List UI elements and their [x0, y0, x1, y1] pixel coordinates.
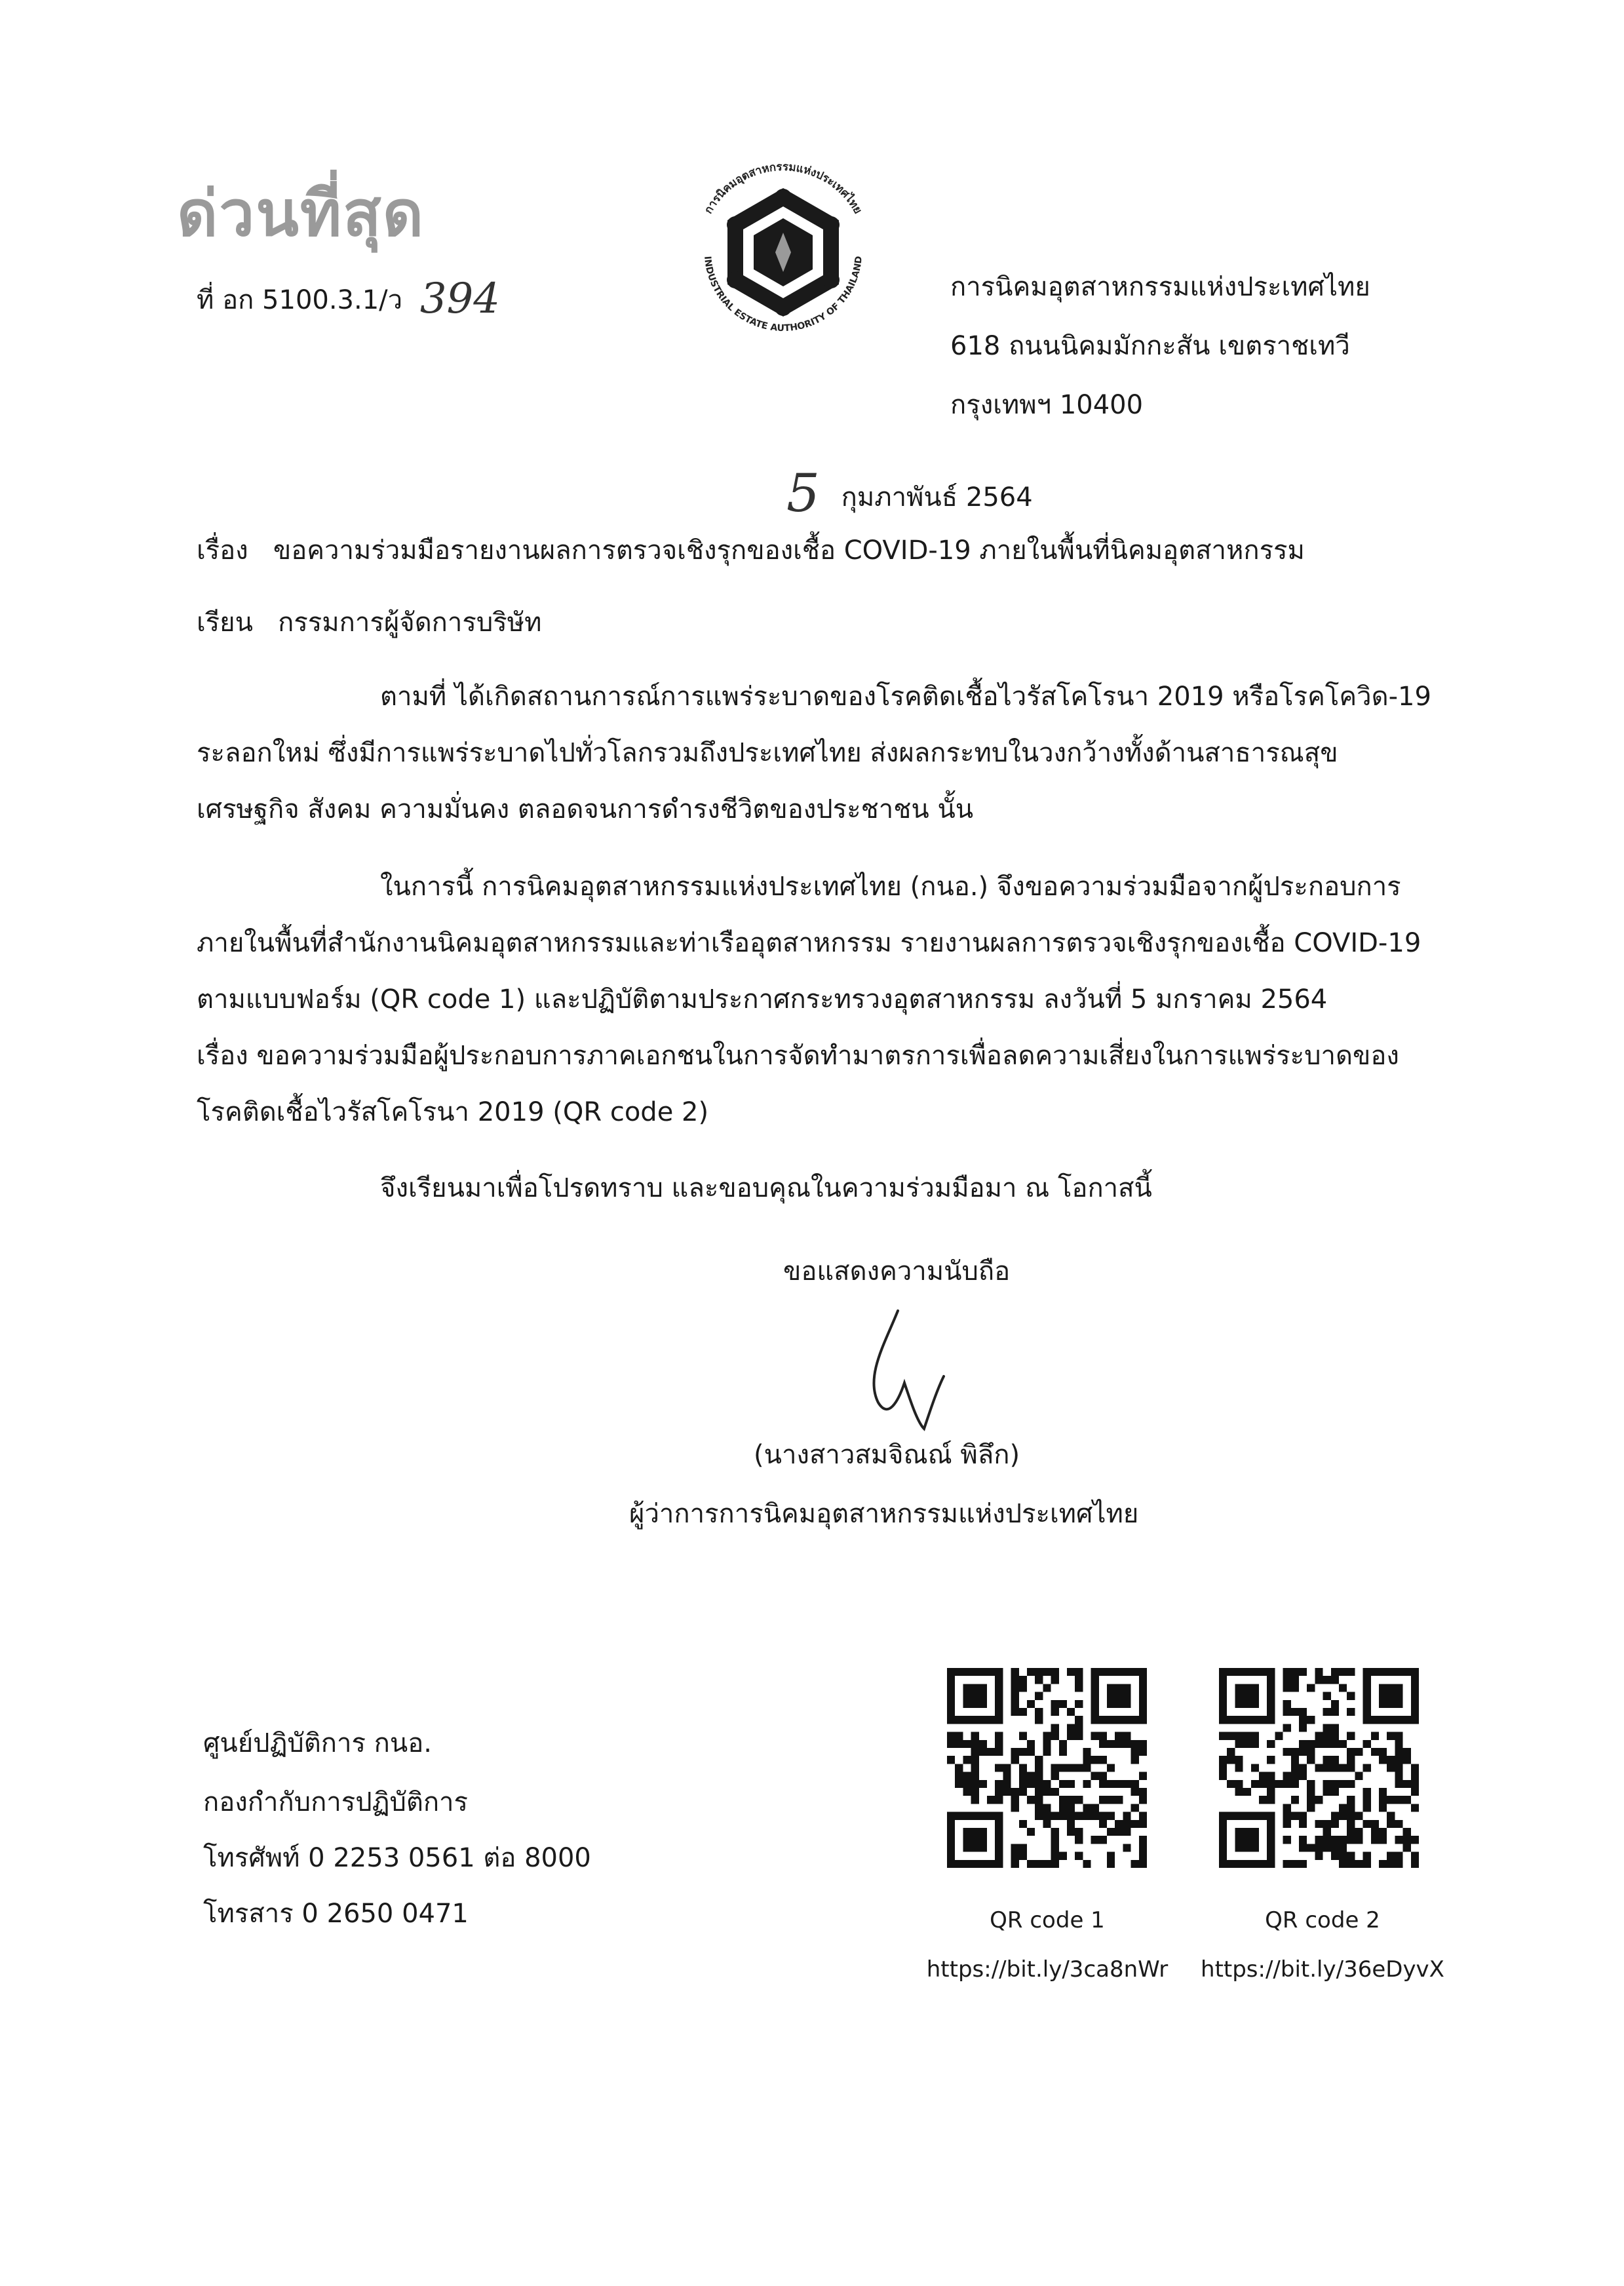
- paragraph-line: ตามที่ ได้เกิดสถานการณ์การแพร่ระบาดของโรคติดเชื้อไวรัสโคโรนา 2019 หรือโรคโควิด-19: [380, 682, 1431, 712]
- urgency-stamp: ด่วนที่สุด: [177, 177, 425, 250]
- body-paragraph-2: [197, 859, 1429, 1140]
- body-paragraph-1: [197, 668, 1429, 838]
- body-paragraph-3: [197, 1160, 1429, 1216]
- sender-address-line2: 618 ถนนนิคมมักกะสัน เขตราชเทวี: [950, 331, 1350, 361]
- date-month-year: กุมภาพันธ์ 2564: [841, 482, 1033, 513]
- qr-code-1-url[interactable]: https://bit.ly/3ca8nWr: [926, 1956, 1169, 1983]
- paragraph-line: จึงเรียนมาเพื่อโปรดทราบ และขอบคุณในความร่วมมือมา ณ โอกาสนี้: [380, 1173, 1152, 1203]
- qr-code-1-icon[interactable]: [947, 1668, 1147, 1868]
- paragraph-line: ระลอกใหม่ ซึ่งมีการแพร่ระบาดไปทั่วโลกรวมถึงประเทศไทย ส่งผลกระทบในวงกว้างทั้งด้านสาธารณสุข: [197, 738, 1338, 768]
- contact-phone: โทรศัพท์ 0 2253 0561 ต่อ 8000: [203, 1843, 591, 1873]
- contact-office: ศูนย์ปฏิบัติการ กนอ.: [203, 1728, 432, 1758]
- document-number: [197, 274, 500, 323]
- signatory-name: (นางสาวสมจิณณ์ พิลึก): [754, 1440, 1020, 1470]
- recipient-label: เรียน: [197, 608, 253, 638]
- signature-icon: [852, 1304, 983, 1435]
- signatory-position: ผู้ว่าการการนิคมอุตสาหกรรมแห่งประเทศไทย: [629, 1499, 1139, 1529]
- sender-address-line3: กรุงเทพฯ 10400: [950, 390, 1144, 420]
- svg-text:การนิคมอุตสาหกรรมแห่งประเทศไทย: การนิคมอุตสาหกรรมแห่งประเทศไทย: [702, 160, 864, 216]
- qr-code-2-icon[interactable]: [1219, 1668, 1419, 1868]
- recipient-text: กรรมการผู้จัดการบริษัท: [278, 608, 542, 638]
- paragraph-line: เรื่อง ขอความร่วมมือผู้ประกอบการภาคเอกชนในการจัดทำมาตรการเพื่อลดความเสี่ยงในการแพร่ระบาดของ: [197, 1041, 1399, 1071]
- closing-salutation: ขอแสดงความนับถือ: [783, 1256, 1011, 1287]
- paragraph-line: เศรษฐกิจ สังคม ความมั่นคง ตลอดจนการดำรงชีวิตของประชาชน นั้น: [197, 794, 974, 824]
- svg-text:INDUSTRIAL ESTATE AUTHORITY OF: INDUSTRIAL ESTATE AUTHORITY OF THAILAND: [702, 255, 864, 334]
- paragraph-line: ตามแบบฟอร์ม (QR code 1) และปฏิบัติตามประกาศกระทรวงอุตสาหกรรม ลงวันที่ 5 มกราคม 2564: [197, 984, 1328, 1015]
- subject-line: [197, 537, 1305, 564]
- document-number-handwritten: 394: [419, 275, 500, 323]
- qr-code-1-label: QR code 1: [990, 1907, 1105, 1933]
- paragraph-line: ในการนี้ การนิคมอุตสาหกรรมแห่งประเทศไทย (กนอ.) จึงขอความร่วมมือจากผู้ประกอบการ: [380, 872, 1401, 902]
- letter-date: [786, 462, 1033, 524]
- contact-fax: โทรสาร 0 2650 0471: [203, 1899, 469, 1929]
- qr-code-2-label: QR code 2: [1265, 1907, 1380, 1933]
- contact-division: กองกำกับการปฏิบัติการ: [203, 1787, 469, 1817]
- qr-code-2-url[interactable]: https://bit.ly/36eDyvX: [1201, 1956, 1444, 1983]
- subject-label: เรื่อง: [197, 535, 248, 566]
- recipient-line: [197, 610, 541, 636]
- document-number-prefix: ที่ อก 5100.3.1/ว: [197, 285, 403, 315]
- paragraph-line: โรคติดเชื้อไวรัสโคโรนา 2019 (QR code 2): [197, 1097, 709, 1127]
- paragraph-line: ภายในพื้นที่สำนักงานนิคมอุตสาหกรรมและท่าเรืออุตสาหกรรม รายงานผลการตรวจเชิงรุกของเชื้อ COVID-19: [197, 928, 1421, 958]
- ieat-logo-icon: [675, 144, 891, 360]
- sender-address-line1: การนิคมอุตสาหกรรมแห่งประเทศไทย: [950, 272, 1370, 302]
- subject-text: ขอความร่วมมือรายงานผลการตรวจเชิงรุกของเชื้อ COVID-19 ภายในพื้นที่นิคมอุตสาหกรรม: [273, 535, 1305, 566]
- date-day-handwritten: 5: [786, 463, 820, 524]
